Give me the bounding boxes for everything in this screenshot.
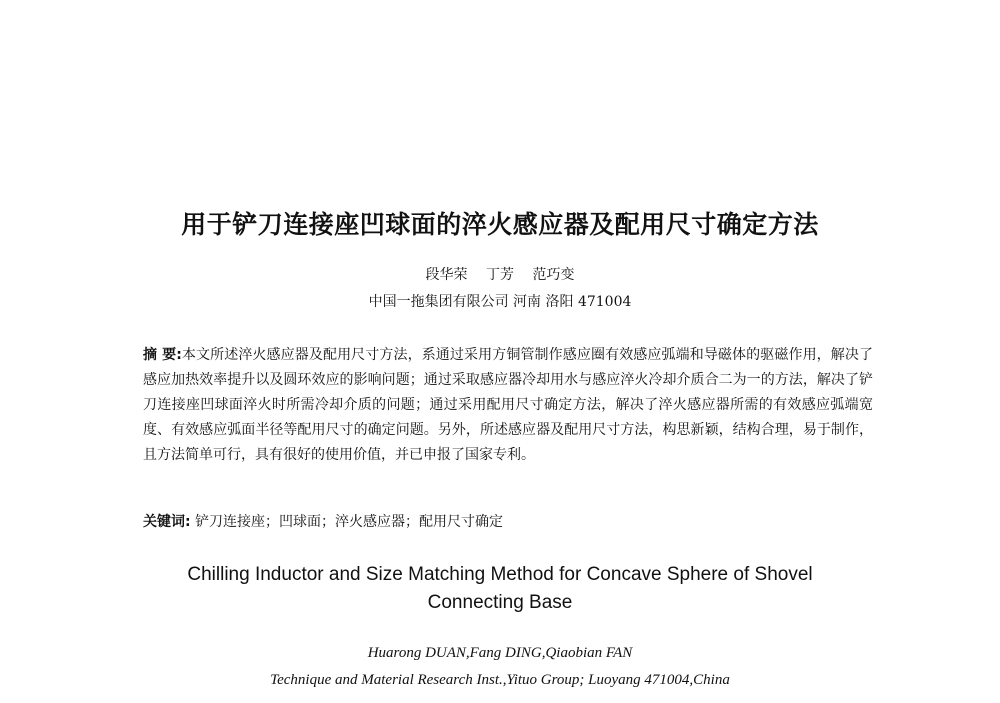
keywords-text: 铲刀连接座；凹球面；淬火感应器；配用尺寸确定 [195,514,504,530]
paper-title-cn: 用于铲刀连接座凹球面的淬火感应器及配用尺寸确定方法 [181,210,819,239]
keywords-label: 关键词: [143,514,191,530]
keywords-block [143,511,873,531]
abstract-label: 摘 要: [143,347,182,363]
affiliation-cn: 中国一拖集团有限公司 河南 洛阳 471004 [368,294,632,310]
author-list-cn: 段华荣 丁芳 范巧变 [425,267,575,283]
paper-title-en-line2: Connecting Base [427,592,573,613]
affiliation-en: Technique and Material Research Inst.,Yituo Group; Luoyang 471004,China [270,672,730,688]
paper-title-en-line1: Chilling Inductor and Size Matching Method for Concave Sphere of Shovel [187,564,813,585]
paper-title-en [0,561,1000,617]
author-list-en: Huarong DUAN,Fang DING,Qiaobian FAN [367,645,633,661]
abstract-text: 本文所述淬火感应器及配用尺寸方法，系通过采用方铜管制作感应圈有效感应弧端和导磁体的驱磁作用，解决了感应加热效率提升以及圆环效应的影响问题；通过采取感应器冷却用水与感应淬火冷却介质合二为一的方法，解决了铲刀连接座凹球面淬火时所需冷却介质的问题；通过采用配用尺寸确定方法，解决了淬火感应器所需的有效感应弧端宽度、有效感应弧面半径等配用尺寸的确定问题。另外，所述感应器及配用尺寸方法，构思新颖，结构合理，易于制作，且方法简单可行，具有很好的使用价值，并已申报了国家专利。 [143,347,873,463]
abstract-block [143,343,873,468]
